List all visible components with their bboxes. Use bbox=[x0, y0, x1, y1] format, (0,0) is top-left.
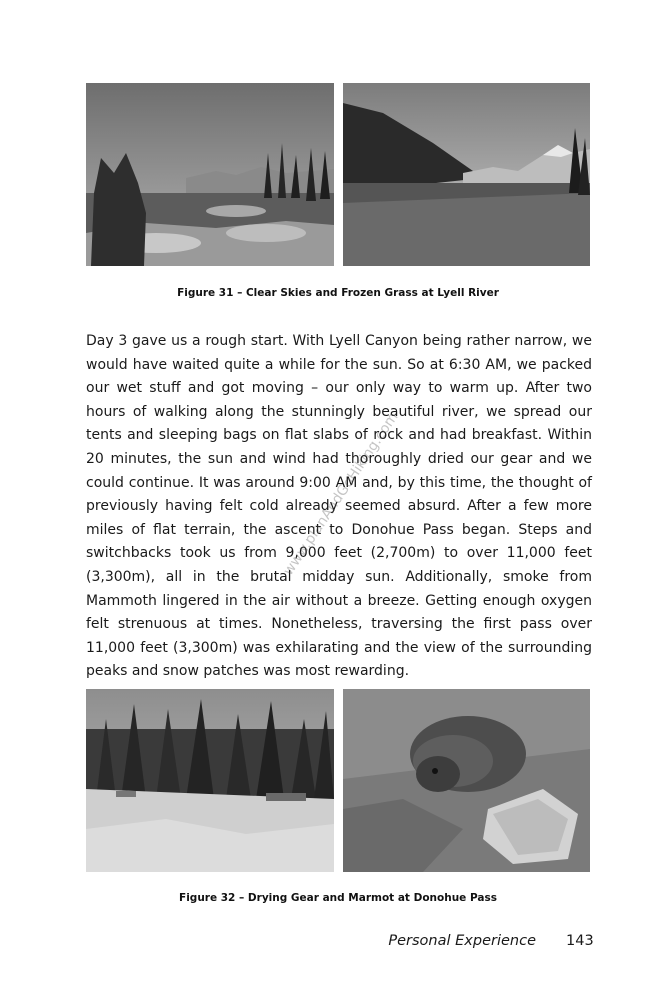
watermark: www.planAndGoHiking.com bbox=[280, 409, 402, 579]
figure-32-caption: Figure 32 – Drying Gear and Marmot at Donohue Pass bbox=[179, 892, 497, 904]
figure-31-photo-right bbox=[343, 83, 590, 266]
figure-32-photo-right bbox=[343, 689, 590, 872]
page-number: 143 bbox=[566, 933, 594, 949]
figure-31-caption: Figure 31 – Clear Skies and Frozen Grass at Lyell River bbox=[177, 287, 499, 299]
figure-32-photo-left bbox=[86, 689, 334, 872]
body-paragraph: Day 3 gave us a rough start. With Lyell Canyon being rather narrow, we would have waited quite a while for the sun. So at 6:30 AM, we packed our wet stuff and got moving – our only way to warm up. After two hours of walking along the stunningly beautiful river, we spread our tents and sleeping bags on flat slabs of rock and had breakfast. Within 20 minutes, the sun and wind had thoroughly dried our gear and we could continue. It was around 9:00 AM and, by this time, the thought of previously having felt cold already seemed absurd. After a few more miles of flat terrain, the ascent to Donohue Pass began. Steps and switchbacks took us from 9,000 feet (2,700m) to over 11,000 feet (3,300m), all in the brutal midday sun. Additionally, smoke from Mammoth lingered in the air without a breeze. Getting enough oxygen felt strenuous at times. Nonetheless, traversing the first pass over 11,000 feet (3,300m) was exhilarating and the view of the surrounding peaks and snow patches was most rewarding. bbox=[86, 333, 592, 680]
running-footer-section: Personal Experience bbox=[388, 933, 536, 949]
figure-31-photo-left bbox=[86, 83, 334, 266]
